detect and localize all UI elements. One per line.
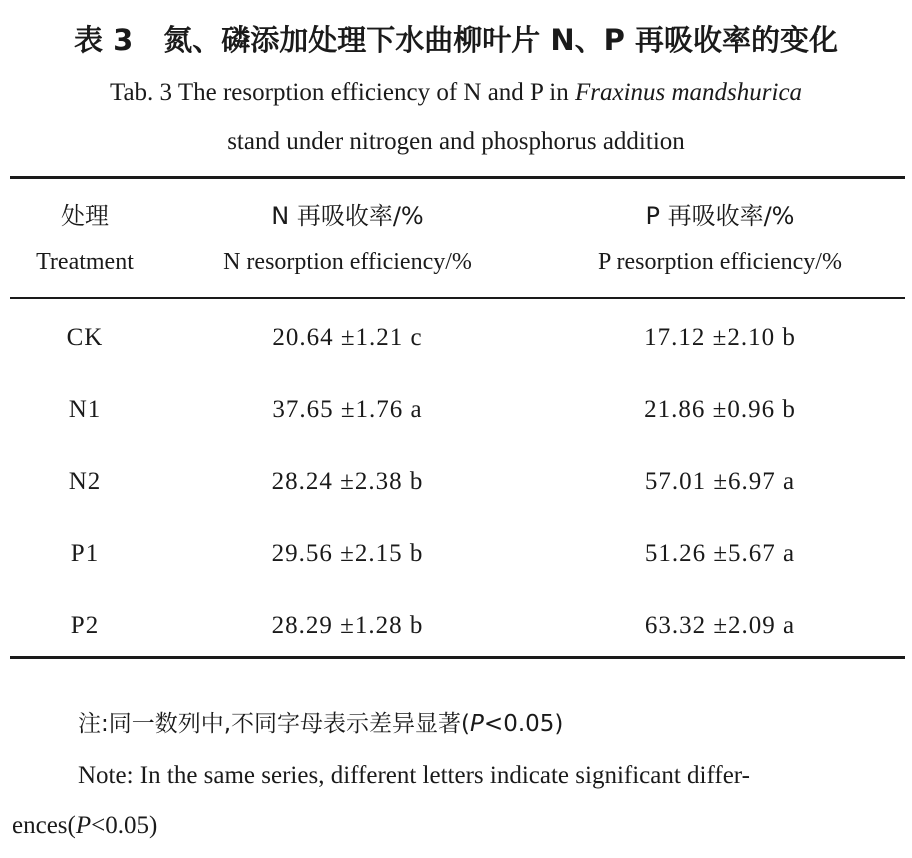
note-en-p-symbol: P <box>75 812 92 839</box>
header-n-resorption-cn: N 再吸收率/% <box>271 202 424 230</box>
cell-n-resorption: 28.24 ±2.38 b <box>271 468 424 495</box>
cell-treatment: N1 <box>68 396 102 423</box>
bottom-rule <box>10 656 905 659</box>
table-note-en-line2 <box>12 806 157 846</box>
cell-treatment: CK <box>66 324 104 351</box>
cell-treatment: N2 <box>68 468 102 495</box>
header-treatment-cn: 处理 <box>61 202 109 230</box>
table-note-cn <box>78 704 563 744</box>
table-note-en-line1: Note: In the same series, different letters indicate significant differ- <box>78 762 750 789</box>
cell-treatment: P2 <box>70 612 100 639</box>
note-cn-text: 注:同一数列中,不同字母表示差异显著( <box>78 711 471 737</box>
cell-p-resorption: 17.12 ±2.10 b <box>644 324 796 351</box>
note-en-text: ences( <box>12 812 76 839</box>
top-rule <box>10 176 905 179</box>
header-n-resorption-en: N resorption efficiency/% <box>223 249 472 275</box>
caption-en-prefix: Tab. 3 The resorption efficiency of N and P in <box>109 79 575 106</box>
cell-n-resorption: 28.29 ±1.28 b <box>271 612 424 639</box>
table-title-cn: 氮、磷添加处理下水曲柳叶片 N、P 再吸收率的变化 <box>163 23 838 57</box>
cell-p-resorption: 51.26 ±5.67 a <box>644 540 796 567</box>
cell-n-resorption: 29.56 ±2.15 b <box>271 540 424 567</box>
cell-n-resorption: 37.65 ±1.76 a <box>272 396 423 423</box>
table-number: 表 3 <box>74 23 134 57</box>
note-cn-threshold: <0.05) <box>483 711 564 737</box>
species-name: Fraxinus mandshurica <box>574 79 803 106</box>
note-en-threshold: <0.05) <box>91 812 158 839</box>
header-rule <box>10 297 905 299</box>
cell-p-resorption: 21.86 ±0.96 b <box>644 396 796 423</box>
header-p-resorption-cn: P 再吸收率/% <box>645 202 795 230</box>
cell-treatment: P1 <box>70 540 100 567</box>
table-caption-en-line1 <box>0 73 912 113</box>
table-caption-cn <box>0 12 912 68</box>
cell-n-resorption: 20.64 ±1.21 c <box>272 324 423 351</box>
note-cn-p-symbol: P <box>470 711 484 737</box>
cell-p-resorption: 57.01 ±6.97 a <box>644 468 796 495</box>
table-caption-en-line2: stand under nitrogen and phosphorus addition <box>227 128 685 155</box>
header-p-resorption-en: P resorption efficiency/% <box>598 249 842 275</box>
header-treatment-en: Treatment <box>36 249 134 275</box>
cell-p-resorption: 63.32 ±2.09 a <box>644 612 796 639</box>
